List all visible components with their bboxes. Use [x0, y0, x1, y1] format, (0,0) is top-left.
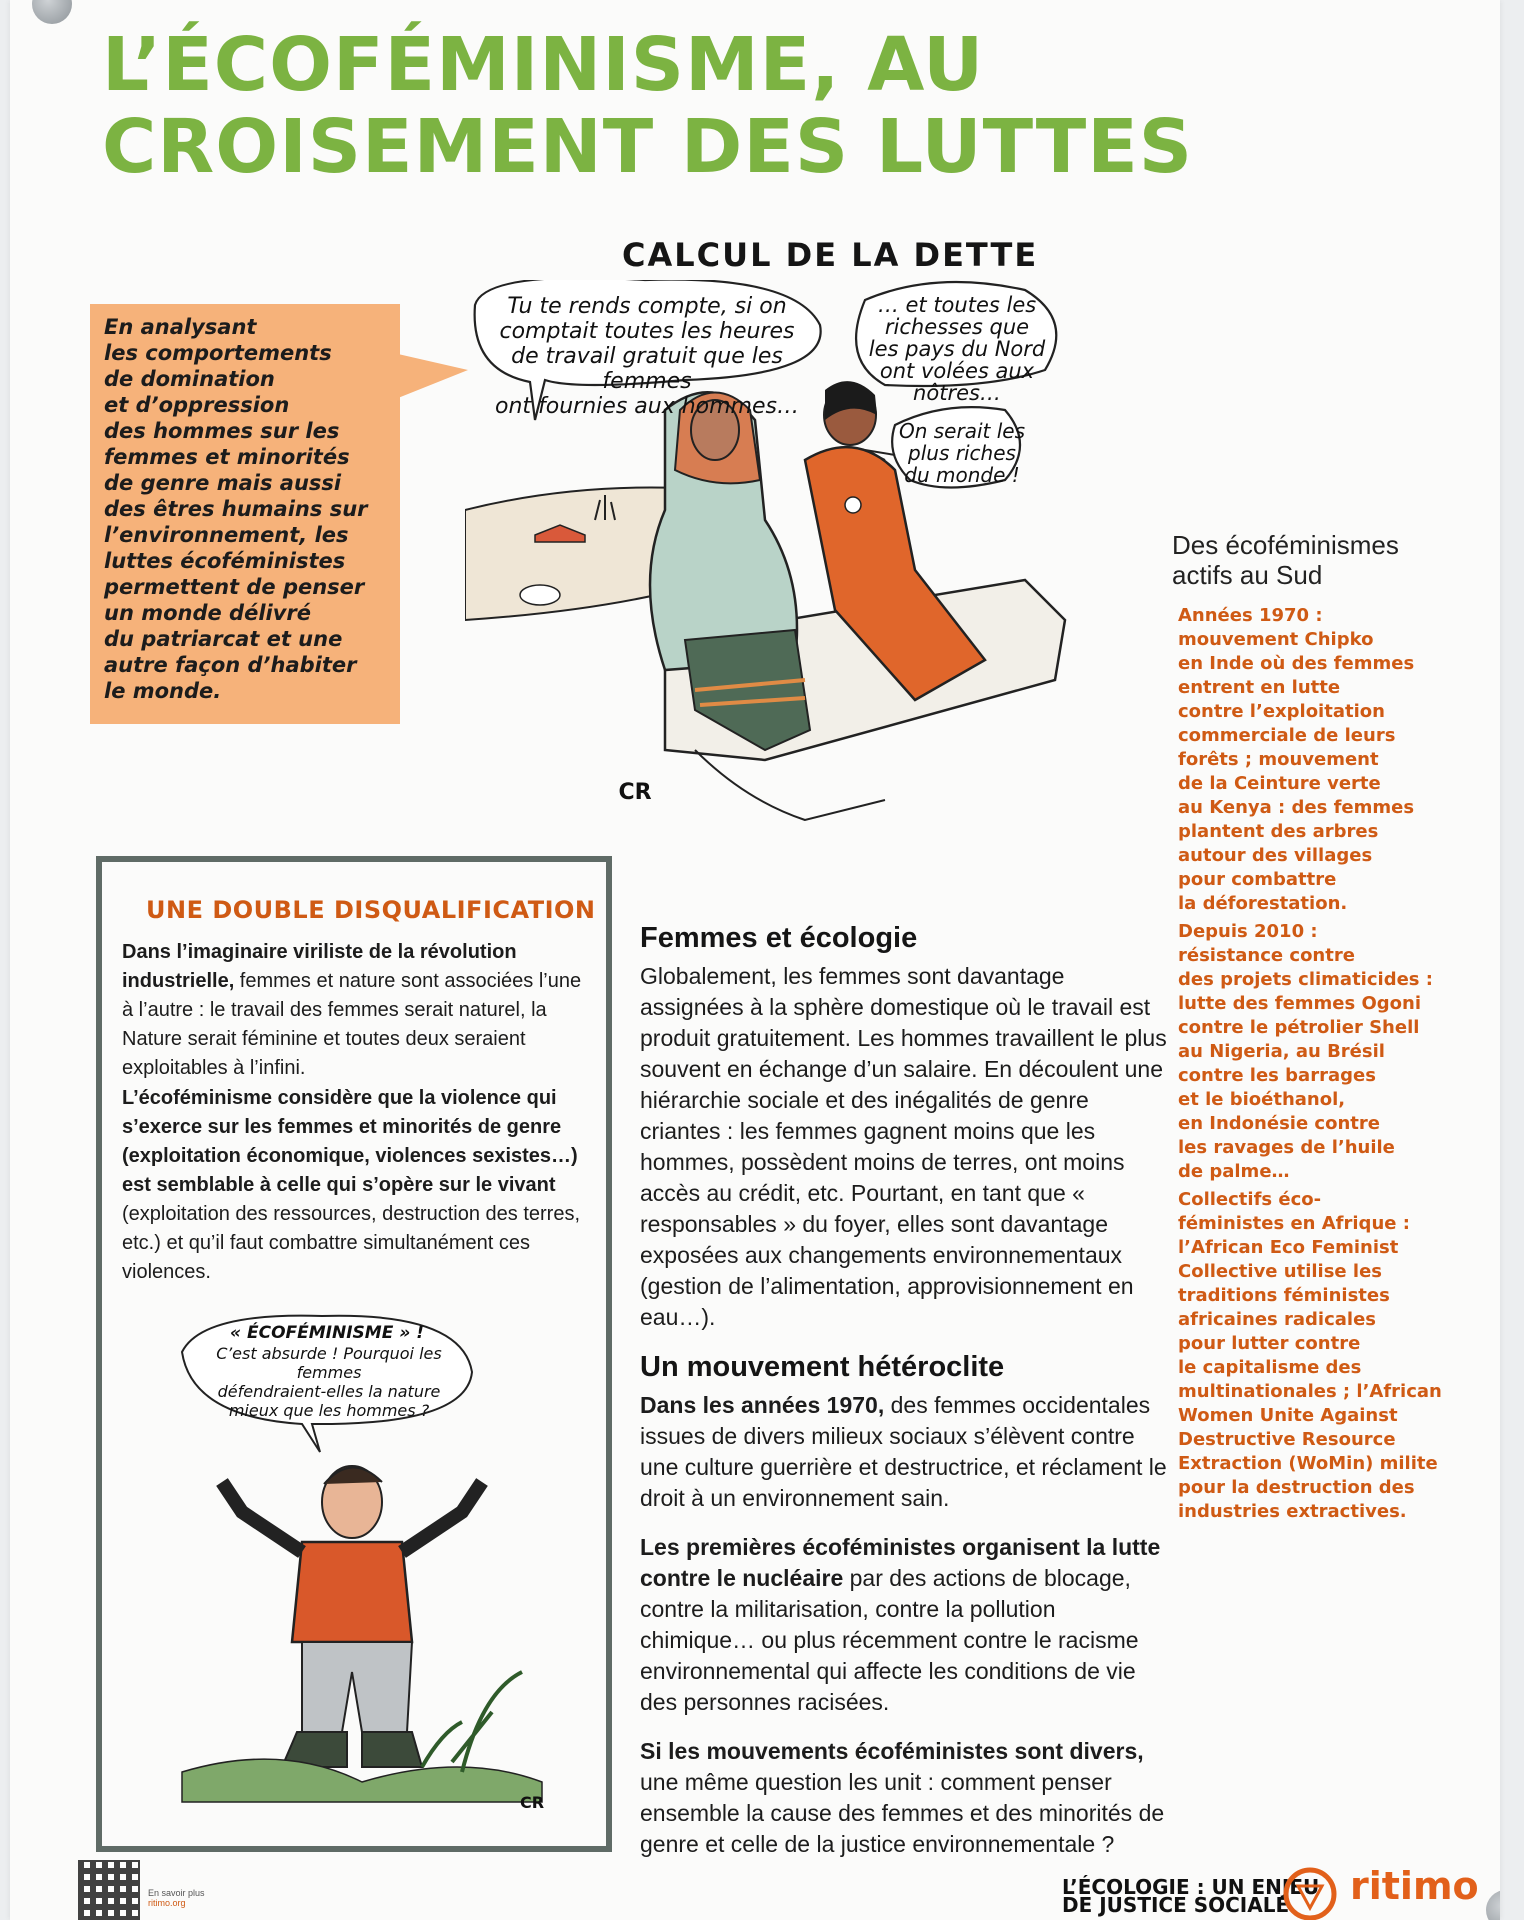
- paragraph-text: par des actions de blocage, contre la militarisation, contre la pollution chimique… ou plus récemment contre le racisme environnemental qui affecte les conditions de vie des personnes racisées.: [640, 1565, 1139, 1715]
- paragraph: Globalement, les femmes sont davantage assignées à la sphère domestique où le travail est produit gratuitement. Les hommes travaillent le plus souvent en échange d’un salaire. En découlent une hiérarchie sociale et des inégalités de genre criantes : les femmes gagnent moins que les hommes, possèdent moins de terres, ont moins accès au crédit, etc. Pourtant, en tant que « responsables » du foyer, elles sont davantage exposées aux changements environnementaux (gestion de l’alimentation, approvisionnement en eau…).: [640, 963, 1167, 1330]
- page-title: L’ÉCOFÉMINISME, AU CROISEMENT DES LUTTES: [102, 22, 1194, 190]
- paragraph: [640, 1532, 1170, 1718]
- bold-lead: (exploitation économique, violences sexistes…) est semblable à celle qui s’opère sur le vivant: [122, 1145, 578, 1196]
- paragraph: [640, 1390, 1170, 1514]
- bold-lead: Dans l’imaginaire viriliste de la révolution industrielle,: [122, 941, 517, 992]
- comic-illustration: [465, 280, 1265, 840]
- box-title: UNE DOUBLE DISQUALIFICATION: [146, 896, 596, 924]
- bubble-text-1: Tu te rends compte, si on comptait toutes les heures de travail gratuit que les femmes ont fournies aux hommes…: [495, 294, 799, 419]
- bold-lead: Dans les années 1970,: [640, 1392, 885, 1418]
- paragraph-text: une même question les unit : comment penser ensemble la cause des femmes et des minorités de genre et celle de la justice environnementale ?: [640, 1769, 1165, 1857]
- qr-label-text: En savoir plus: [148, 1888, 205, 1898]
- website-link[interactable]: ritimo.org: [148, 1898, 186, 1908]
- section-heading: Un mouvement hétéroclite: [640, 1351, 1005, 1383]
- pendant: [845, 497, 861, 513]
- bubble-text: C’est absurde ! Pourquoi les femmes défendraient-elles la nature mieux que les hommes ?: [216, 1344, 442, 1420]
- paragraph-text: femmes et nature sont associées l’une à l’autre : le travail des femmes serait naturel, la Nature serait féminine et toutes deux seraient exploitables à l’infini.: [122, 970, 582, 1079]
- intro-text: En analysant les comportements de domination et d’oppression des hommes sur les femmes et minorités de genre mais aussi des êtres humains sur l’environnement, les luttes écoféministes permettent de penser un monde délivré du patriarcat et une autre façon d’habiter le monde.: [104, 315, 368, 703]
- double-disqualification-box: [96, 856, 612, 1852]
- sidebar-title: Des écoféminismes actifs au Sud: [1172, 530, 1399, 590]
- main-article: [640, 922, 1170, 1878]
- section-heading: Femmes et écologie: [640, 922, 918, 954]
- footer: [10, 1850, 1500, 1920]
- paragraph: [640, 1736, 1170, 1860]
- comic-signature: CR: [618, 780, 652, 805]
- qr-code-icon[interactable]: [78, 1860, 140, 1920]
- bubble-text-2: … et toutes les richesses que les pays du Nord ont volées aux nôtres…: [868, 293, 1046, 405]
- paragraph-text: (exploitation des ressources, destruction des terres, etc.) et qu’il faut combattre simultanément ces violences.: [122, 1203, 580, 1283]
- ritimo-logo-icon: [1282, 1866, 1338, 1920]
- pin-icon: [32, 0, 72, 24]
- comic-title: CALCUL DE LA DETTE: [622, 236, 1039, 274]
- bubble-title: « ÉCOFÉMINISME » !: [230, 1323, 424, 1343]
- sidebar-entry: Collectifs éco- féministes en Afrique : l’African Eco Feminist Collective utilise les traditions féministes africaines radicales pour lutter contre le capitalisme des multinationales ; l’African Women Unite Against Destructive Resource Extraction (WoMin) milite pour la destruction des industries extractives.: [1178, 1189, 1442, 1522]
- sidebar-south-movements: [1172, 530, 1462, 1528]
- bubble-text-3: On serait les plus riches du monde !: [898, 419, 1025, 487]
- qr-label: [148, 1888, 205, 1908]
- ritimo-logo: ritimo: [1350, 1864, 1479, 1908]
- man-trousers: [302, 1642, 412, 1732]
- goat-icon: [520, 585, 560, 605]
- box-paragraph: [122, 938, 594, 1083]
- bold-lead: Si les mouvements écoféministes sont divers,: [640, 1738, 1144, 1764]
- footer-slogan: L’ÉCOLOGIE : UN ENJEU DE JUSTICE SOCIALE: [1062, 1875, 1320, 1917]
- cartoon-signature: CR: [519, 1793, 545, 1812]
- box-paragraph: [122, 1084, 594, 1287]
- bold-lead: L’écoféminisme considère que la violence qui s’exerce sur les femmes et minorités de genre: [122, 1087, 562, 1138]
- man-illustration: [162, 1312, 562, 1832]
- bold-lead: Les premières écoféministes organisent la lutte contre le nucléaire: [640, 1534, 1161, 1591]
- poster: [10, 0, 1500, 1920]
- sidebar-entry: Années 1970 : mouvement Chipko en Inde où des femmes entrent en lutte contre l’exploitation commerciale de leurs forêts ; mouvement de la Ceinture verte au Kenya : des femmes plantent des arbres autour des villages pour combattre la déforestation.: [1178, 605, 1415, 914]
- sidebar-entry: Depuis 2010 : résistance contre des projets climaticides : lutte des femmes Ogoni contre le pétrolier Shell au Nigeria, au Brésil contre les barrages et le bioéthanol, en Indonésie contre les ravages de l’huile de palme…: [1178, 921, 1433, 1182]
- intro-callout: [90, 304, 400, 724]
- paragraph-text: des femmes occidentales issues de divers milieux sociaux s’élèvent contre une culture guerrière et destructrice, et réclament le droit à un environnement sain.: [640, 1392, 1167, 1511]
- man-shirt: [292, 1542, 412, 1642]
